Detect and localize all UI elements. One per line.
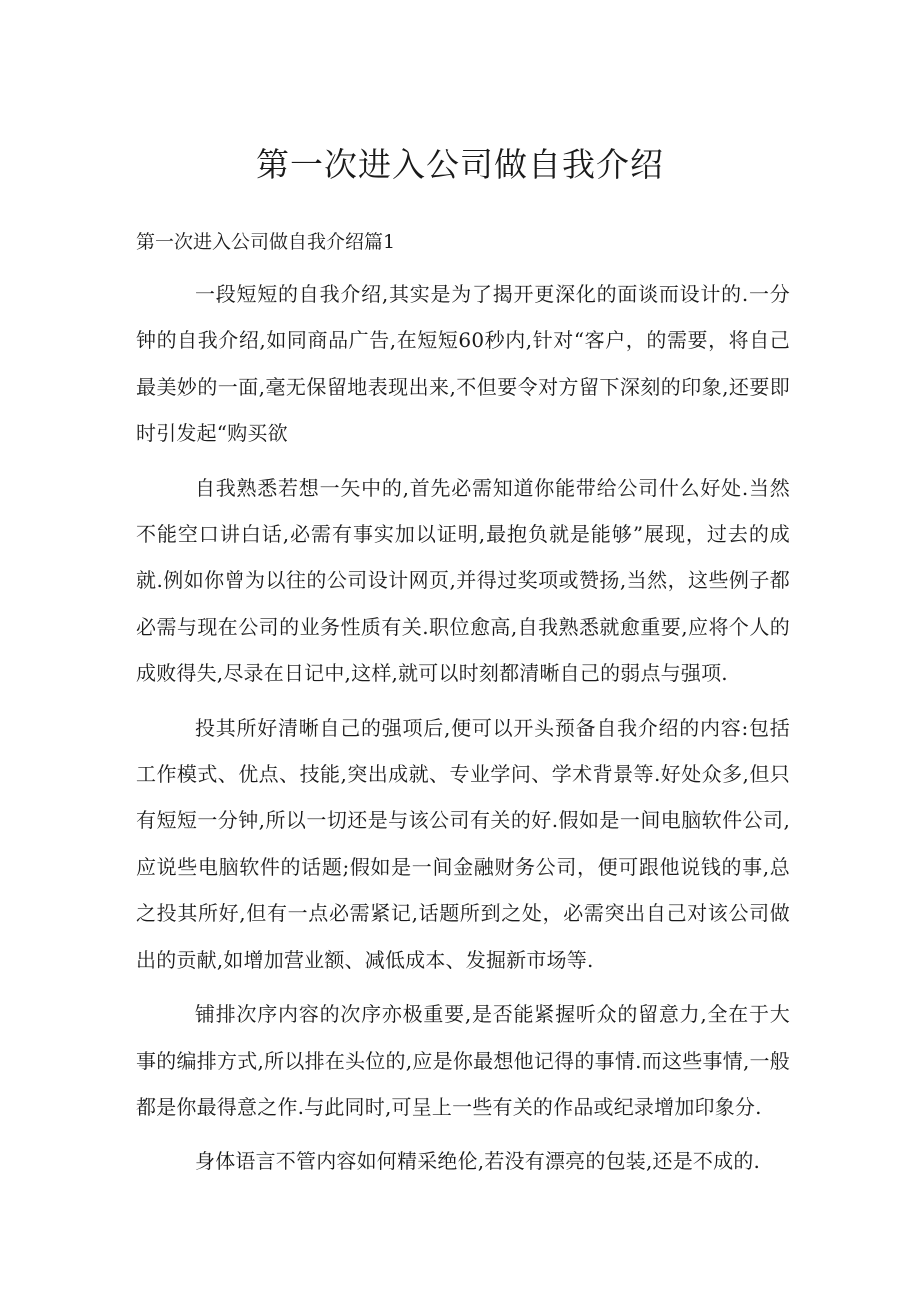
paragraph-tailor-content: 投其所好清晰自己的强项后,便可以开头预备自我介绍的内容:包括工作模式、优点、技能,突出成就、专业学问、学术背景等.好处众多,但只有短短一分钟,所以一切还是与该公司有关的好.假如是一间电脑软件公司,应说些电脑软件的话题;假如是一间金融财务公司，便可跟他说钱的事,总之投其所好,但有一点必需紧记,话题所到之处，必需突出自己对该公司做出的贡献,如增加营业额、减低成本、发掘新市场等. — [136, 715, 790, 972]
section-heading: 第一次进入公司做自我介绍篇1 — [136, 231, 396, 253]
paragraph-self-knowledge: 自我熟悉若想一矢中的,首先必需知道你能带给公司什么好处.当然不能空口讲白话,必需有事实加以证明,最抱负就是能够”展现，过去的成就.例如你曾为以往的公司设计网页,并得过奖项或赞扬,当然，这些例子都必需与现在公司的业务性质有关.职位愈高,自我熟悉就愈重要,应将个人的成败得失,尽录在日记中,这样,就可以时刻都清晰自己的弱点与强项. — [136, 475, 790, 686]
document-body — [136, 271, 790, 1193]
paragraph-intro: 一段短短的自我介绍,其实是为了揭开更深化的面谈而设计的.一分钟的自我介绍,如同商品广告,在短短60秒内,针对“客户，的需要，将自己最美妙的一面,毫无保留地表现出来,不但要令对方留下深刻的印象,还要即时引发起“购买欲 — [136, 282, 790, 446]
paragraph-body-language: 身体语言不管内容如何精采绝伦,若没有漂亮的包装,还是不成的. — [195, 1149, 761, 1174]
document-title: 第一次进入公司做自我介绍 — [256, 145, 664, 184]
paragraph-ordering: 铺排次序内容的次序亦极重要,是否能紧握听众的留意力,全在于大事的编排方式,所以排在头位的,应是你最想他记得的事情.而这些事情,一般都是你最得意之作.与此同时,可呈上一些有关的作品或纪录增加印象分. — [136, 1002, 790, 1119]
